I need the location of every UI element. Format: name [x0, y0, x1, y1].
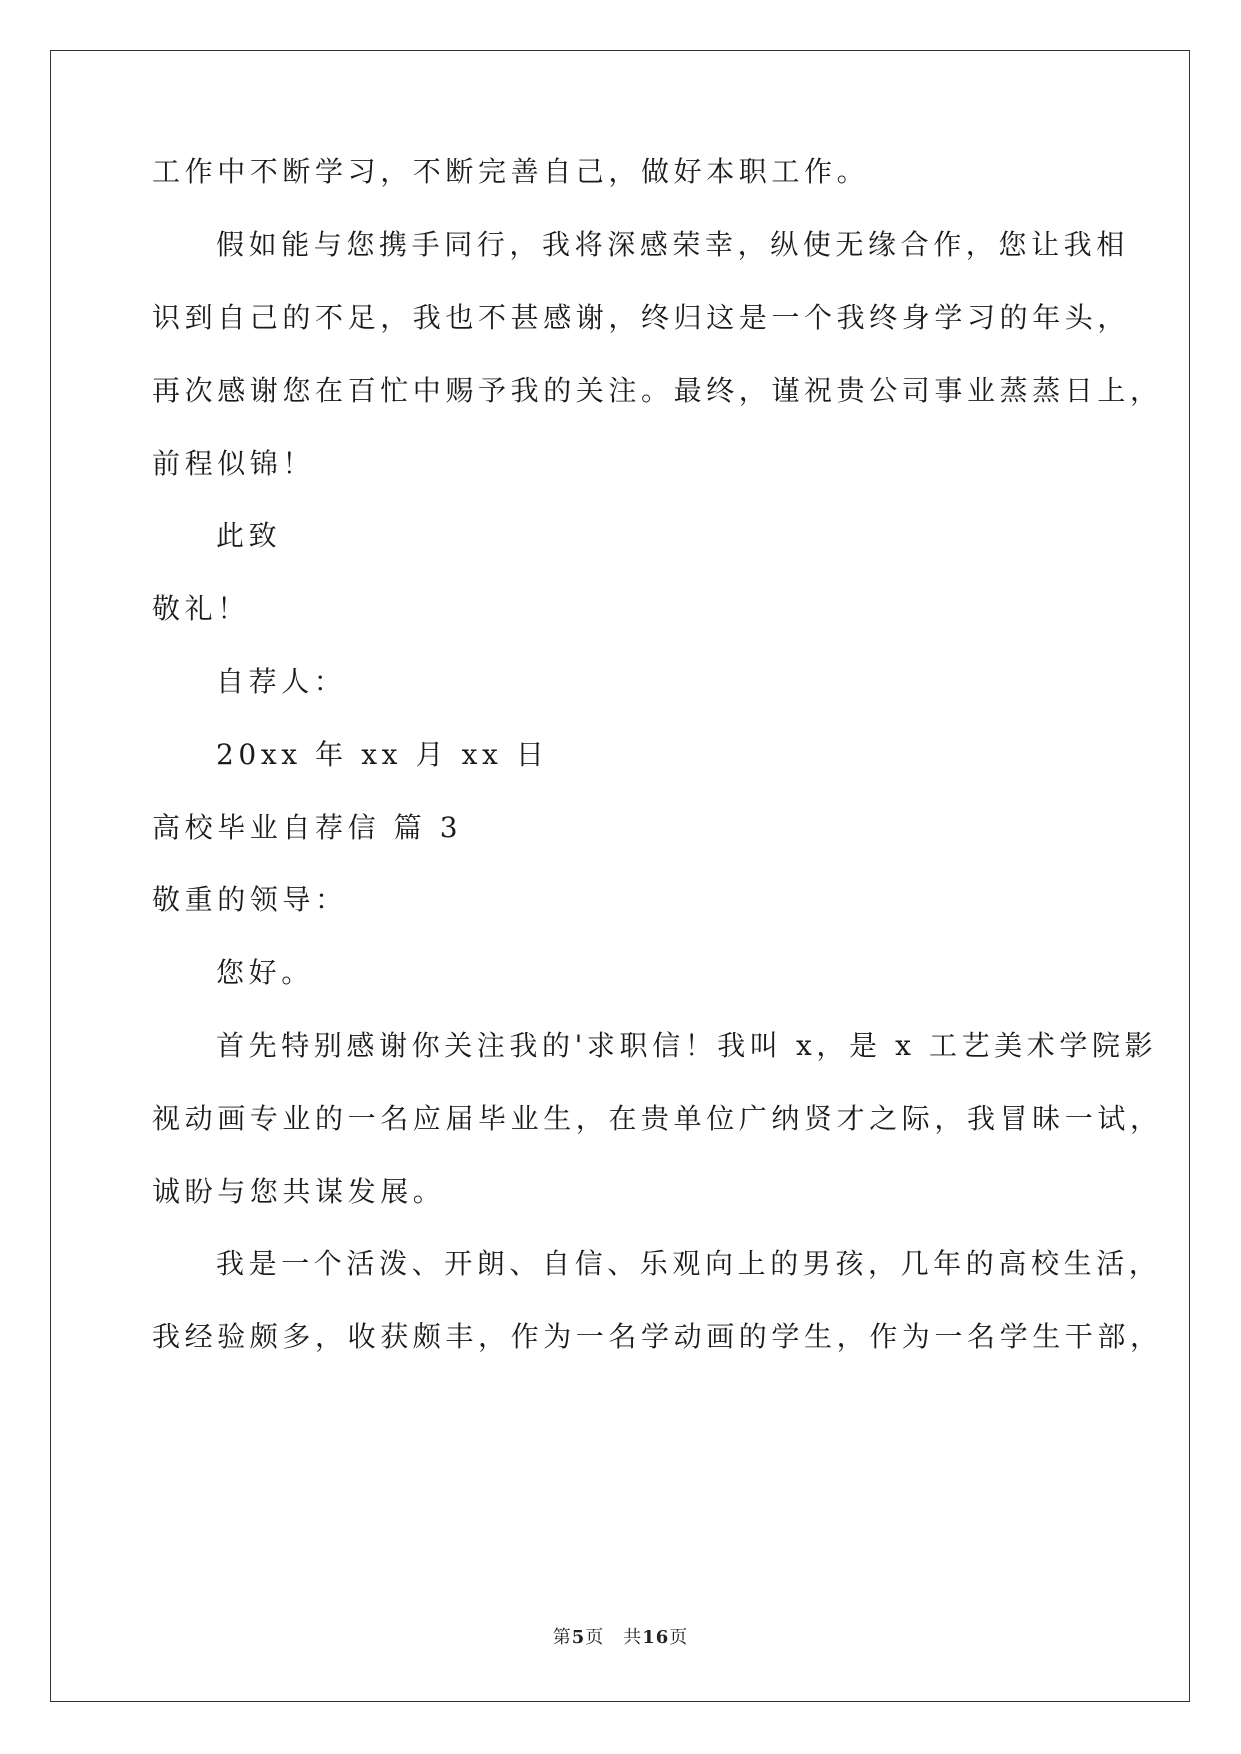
- greeting-line: 您好。: [216, 956, 314, 989]
- paragraph-line: 前程似锦！: [152, 447, 316, 480]
- footer-suffix: 页: [669, 1627, 689, 1648]
- date-line: 20xx 年 xx 月 xx 日: [216, 738, 549, 771]
- page-number-footer: [0, 1623, 1241, 1649]
- section-title: 高校毕业自荐信 篇 3: [152, 811, 463, 844]
- footer-prefix: 第: [552, 1627, 572, 1648]
- paragraph-line: 工作中不断学习，不断完善自己，做好本职工作。: [152, 155, 870, 188]
- paragraph-line: 我经验颇多，收获颇丰，作为一名学动画的学生，作为一名学生干部，: [152, 1320, 1163, 1353]
- paragraph-line: 视动画专业的一名应届毕业生，在贵单位广纳贤才之际，我冒昧一试，: [152, 1102, 1163, 1135]
- paragraph-line: 诚盼与您共谋发展。: [152, 1175, 446, 1208]
- paragraph-line: 识到自己的不足，我也不甚感谢，终归这是一个我终身学习的年头，: [152, 301, 1131, 334]
- paragraph-line: 首先特别感谢你关注我的'求职信！我叫 x，是 x 工艺美术学院影: [216, 1029, 1158, 1062]
- current-page-number: 5: [571, 1627, 586, 1648]
- paragraph-line: 再次感谢您在百忙中赐予我的关注。最终，谨祝贵公司事业蒸蒸日上，: [152, 374, 1163, 407]
- greeting-line: 敬重的领导：: [152, 883, 348, 916]
- signature-line: 自荐人：: [216, 665, 347, 698]
- salutation-line: 此致: [216, 519, 282, 552]
- footer-mid: 页 共: [585, 1627, 643, 1648]
- total-page-number: 16: [642, 1627, 670, 1648]
- paragraph-line: 假如能与您携手同行，我将深感荣幸，纵使无缘合作，您让我相: [216, 228, 1129, 261]
- page-border: [50, 50, 1190, 1702]
- paragraph-line: 我是一个活泼、开朗、自信、乐观向上的男孩，几年的高校生活，: [216, 1247, 1162, 1280]
- salutation-line: 敬礼！: [152, 592, 250, 625]
